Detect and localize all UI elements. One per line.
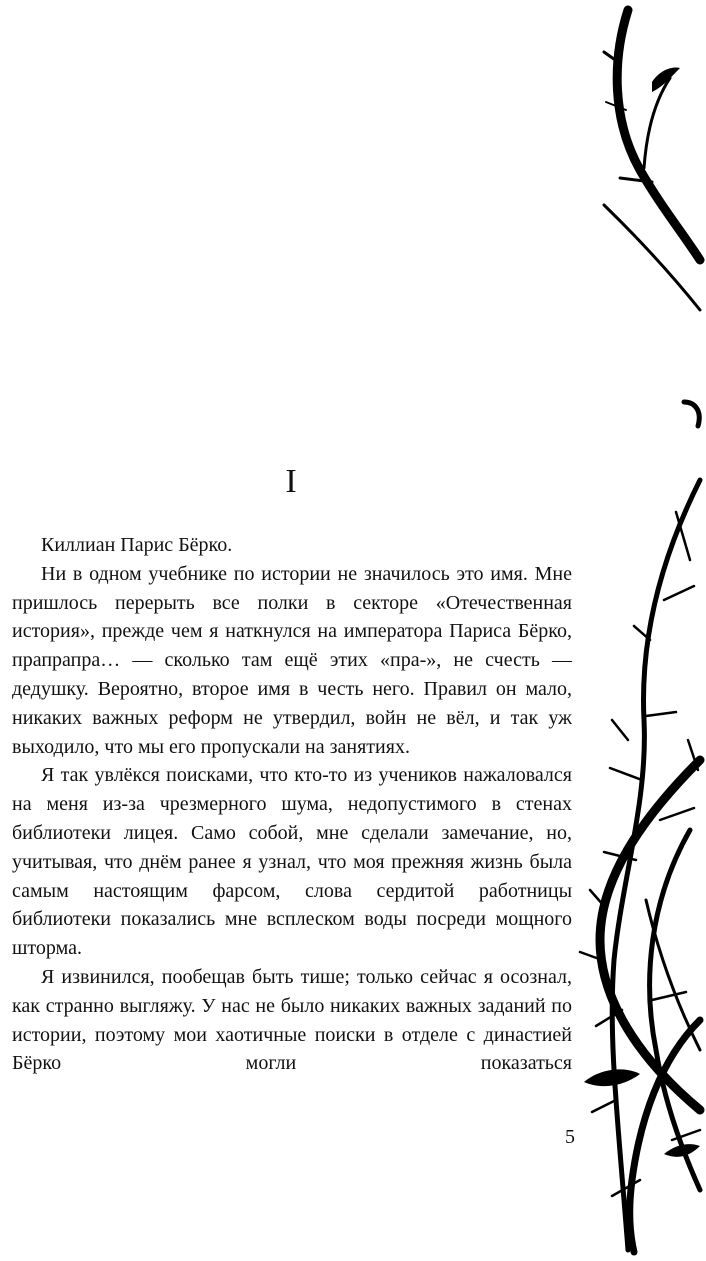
- paragraph: Ни в одном учебнике по истории не значилось это имя. Мне пришлось перерыть все полки в секторе «Отечественная история», прежде чем я наткнулся на императора Париса Бёрко, прапрапра… — сколько там ещё этих «пра-», не счесть — дедушку. Вероятно, второе имя в честь него. Правил он мало, никаких важных реформ не утвердил, войн не вёл, и так уж выходило, что мы его пропускали на занятиях.: [12, 562, 572, 758]
- body-text: [12, 531, 572, 1078]
- leaf-lower-icon: [584, 1069, 640, 1086]
- vine-curl-icon: [684, 402, 699, 426]
- chapter-number: I: [285, 463, 297, 500]
- leaf-lower-2-icon: [664, 1144, 700, 1157]
- paragraph: Я так увлёкся поисками, что кто-то из учеников нажаловался на меня из-за чрезмерного шума, недопустимого в стенах библиотеки лицея. Само собой, мне сделали замечание, но, учитывая, что днём ранее я узнал, что моя прежняя жизнь была самым настоящим фарсом, слова сердитой работницы библиотеки показались мне всплеском воды посреди мощного шторма.: [12, 764, 572, 960]
- vine-top-icon: [604, 10, 700, 310]
- page-number: 5: [565, 1126, 575, 1148]
- paragraph: Киллиан Парис Бёрко.: [41, 534, 233, 556]
- thorns-icon: [580, 512, 700, 1196]
- vine-lower-icon: [600, 480, 700, 1252]
- paragraph: Я извинился, пообещав быть тише; только сейчас я осознал, как странно выгляжу. У нас не было никаких важных заданий по истории, поэтому мои хаотичные поиски в отделе с династией Бёрко могли показаться: [12, 965, 572, 1075]
- leaf-top-icon: [652, 68, 680, 92]
